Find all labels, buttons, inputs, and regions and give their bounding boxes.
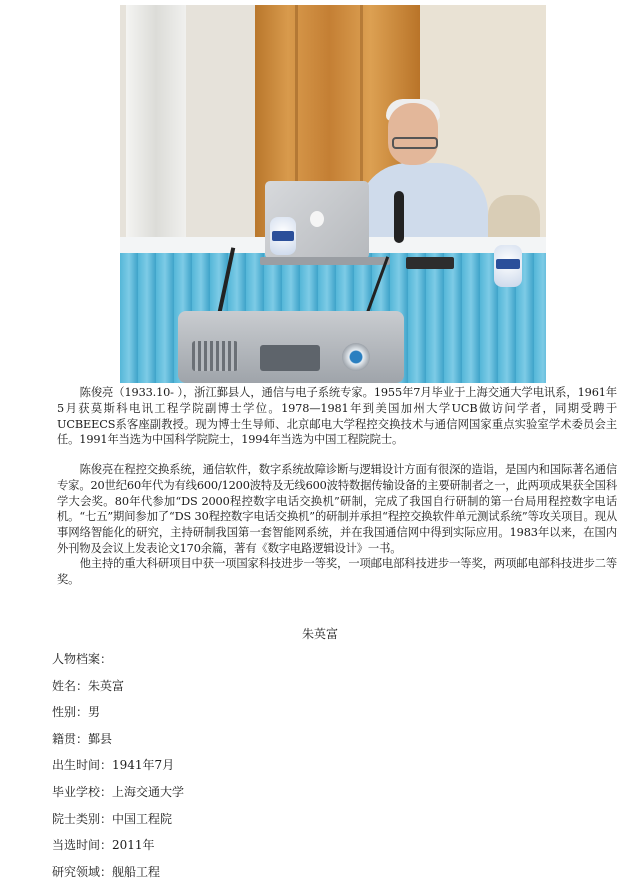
photo-curtain [126,5,186,255]
photo-vase [494,245,522,287]
profile-label: 性别： [52,705,89,720]
profile-row-gender [52,705,572,732]
photo-laptop-logo [310,211,324,227]
profile-row-academy [52,812,572,839]
photo-microphone [394,191,404,243]
profile-label: 毕业学校： [52,784,113,799]
profile-row-hometown [52,732,572,759]
profile-row-name [52,679,572,706]
photo-device [406,257,454,269]
profile-row-birth [52,758,572,785]
profile-row-field [52,865,572,891]
profile-value: 2011年 [112,838,155,853]
profile-value: 中国工程院 [112,811,173,826]
profile-value: 男 [88,705,101,720]
photo-projector-ports [260,345,320,371]
photo-projector-lens [342,343,370,371]
profile-row-school [52,785,572,812]
profile-label: 院士类别： [52,811,113,826]
profile-label: 姓名： [52,678,89,693]
profile-value: 舰船工程 [112,864,161,879]
profile-label: 出生时间： [52,758,113,773]
profile-row-archive [52,652,572,679]
portrait-photo [120,5,546,383]
profile-value: 上海交通大学 [112,784,185,799]
profile-label: 人物档案： [52,652,113,666]
profile-value: 鄞县 [88,731,113,746]
photo-vase [270,217,296,255]
profile-row-elected [52,838,572,865]
profile-label: 籍贯： [52,731,89,746]
photo-glasses [392,137,438,149]
bio-paragraph-1: 陈俊亮（1933.10- ），浙江鄞县人，通信与电子系统专家。1955年7月毕业于上海交通大学电讯系，1961年5月获莫斯科电讯工程学院副博士学位。1978—1981年到美国加州大学UCB做访问学者，同期受聘于UCBEECS系客座副教授。现为博士生导师、北京邮电大学程控交换技术与通信网国家重点实验室学术委员会主任。1991年当选为中国科学院院士，1994年当选为中国工程院院士。 [57,386,617,447]
photo-person-head [388,103,438,165]
profile-label: 研究领域： [52,864,113,879]
bio-paragraph-2: 陈俊亮在程控交换系统，通信软件，数字系统故障诊断与逻辑设计方面有很深的造诣，是国内和国际著名通信专家。20世纪60年代为有线600/1200波特及无线600波特数据传输设备的主要研制者之一，此两项成果获全国科学大会奖。80年代参加“DS 2000程控数字电话交换机”研制，完成了我国自行研制的第一台局用程控数字电话机。“七五”期间参加了“DS 30程控数字电话交换机”的研制并承担“程控交换软件单元测试系统”等攻关项目。现从事网络智能化的研究，主持研制我国第一套智能网系统，并在我国通信网中得到实际应用。1983年以来，在国内外刊物及会议上发表论文170余篇，著有《数字电路逻辑设计》一书。 [57,463,617,555]
profile-value: 1941年7月 [112,758,175,773]
profile-list [52,652,572,891]
photo-projector-vent [192,341,238,371]
profile-value: 朱英富 [88,678,125,693]
section-heading: 朱英富 [301,627,338,641]
profile-label: 当选时间： [52,838,113,853]
bio-paragraph-3: 他主持的重大科研项目中获一项国家科技进步一等奖，一项邮电部科技进步一等奖，两项邮电部科技进步二等奖。 [57,557,617,586]
photo-laptop-base [260,257,390,265]
